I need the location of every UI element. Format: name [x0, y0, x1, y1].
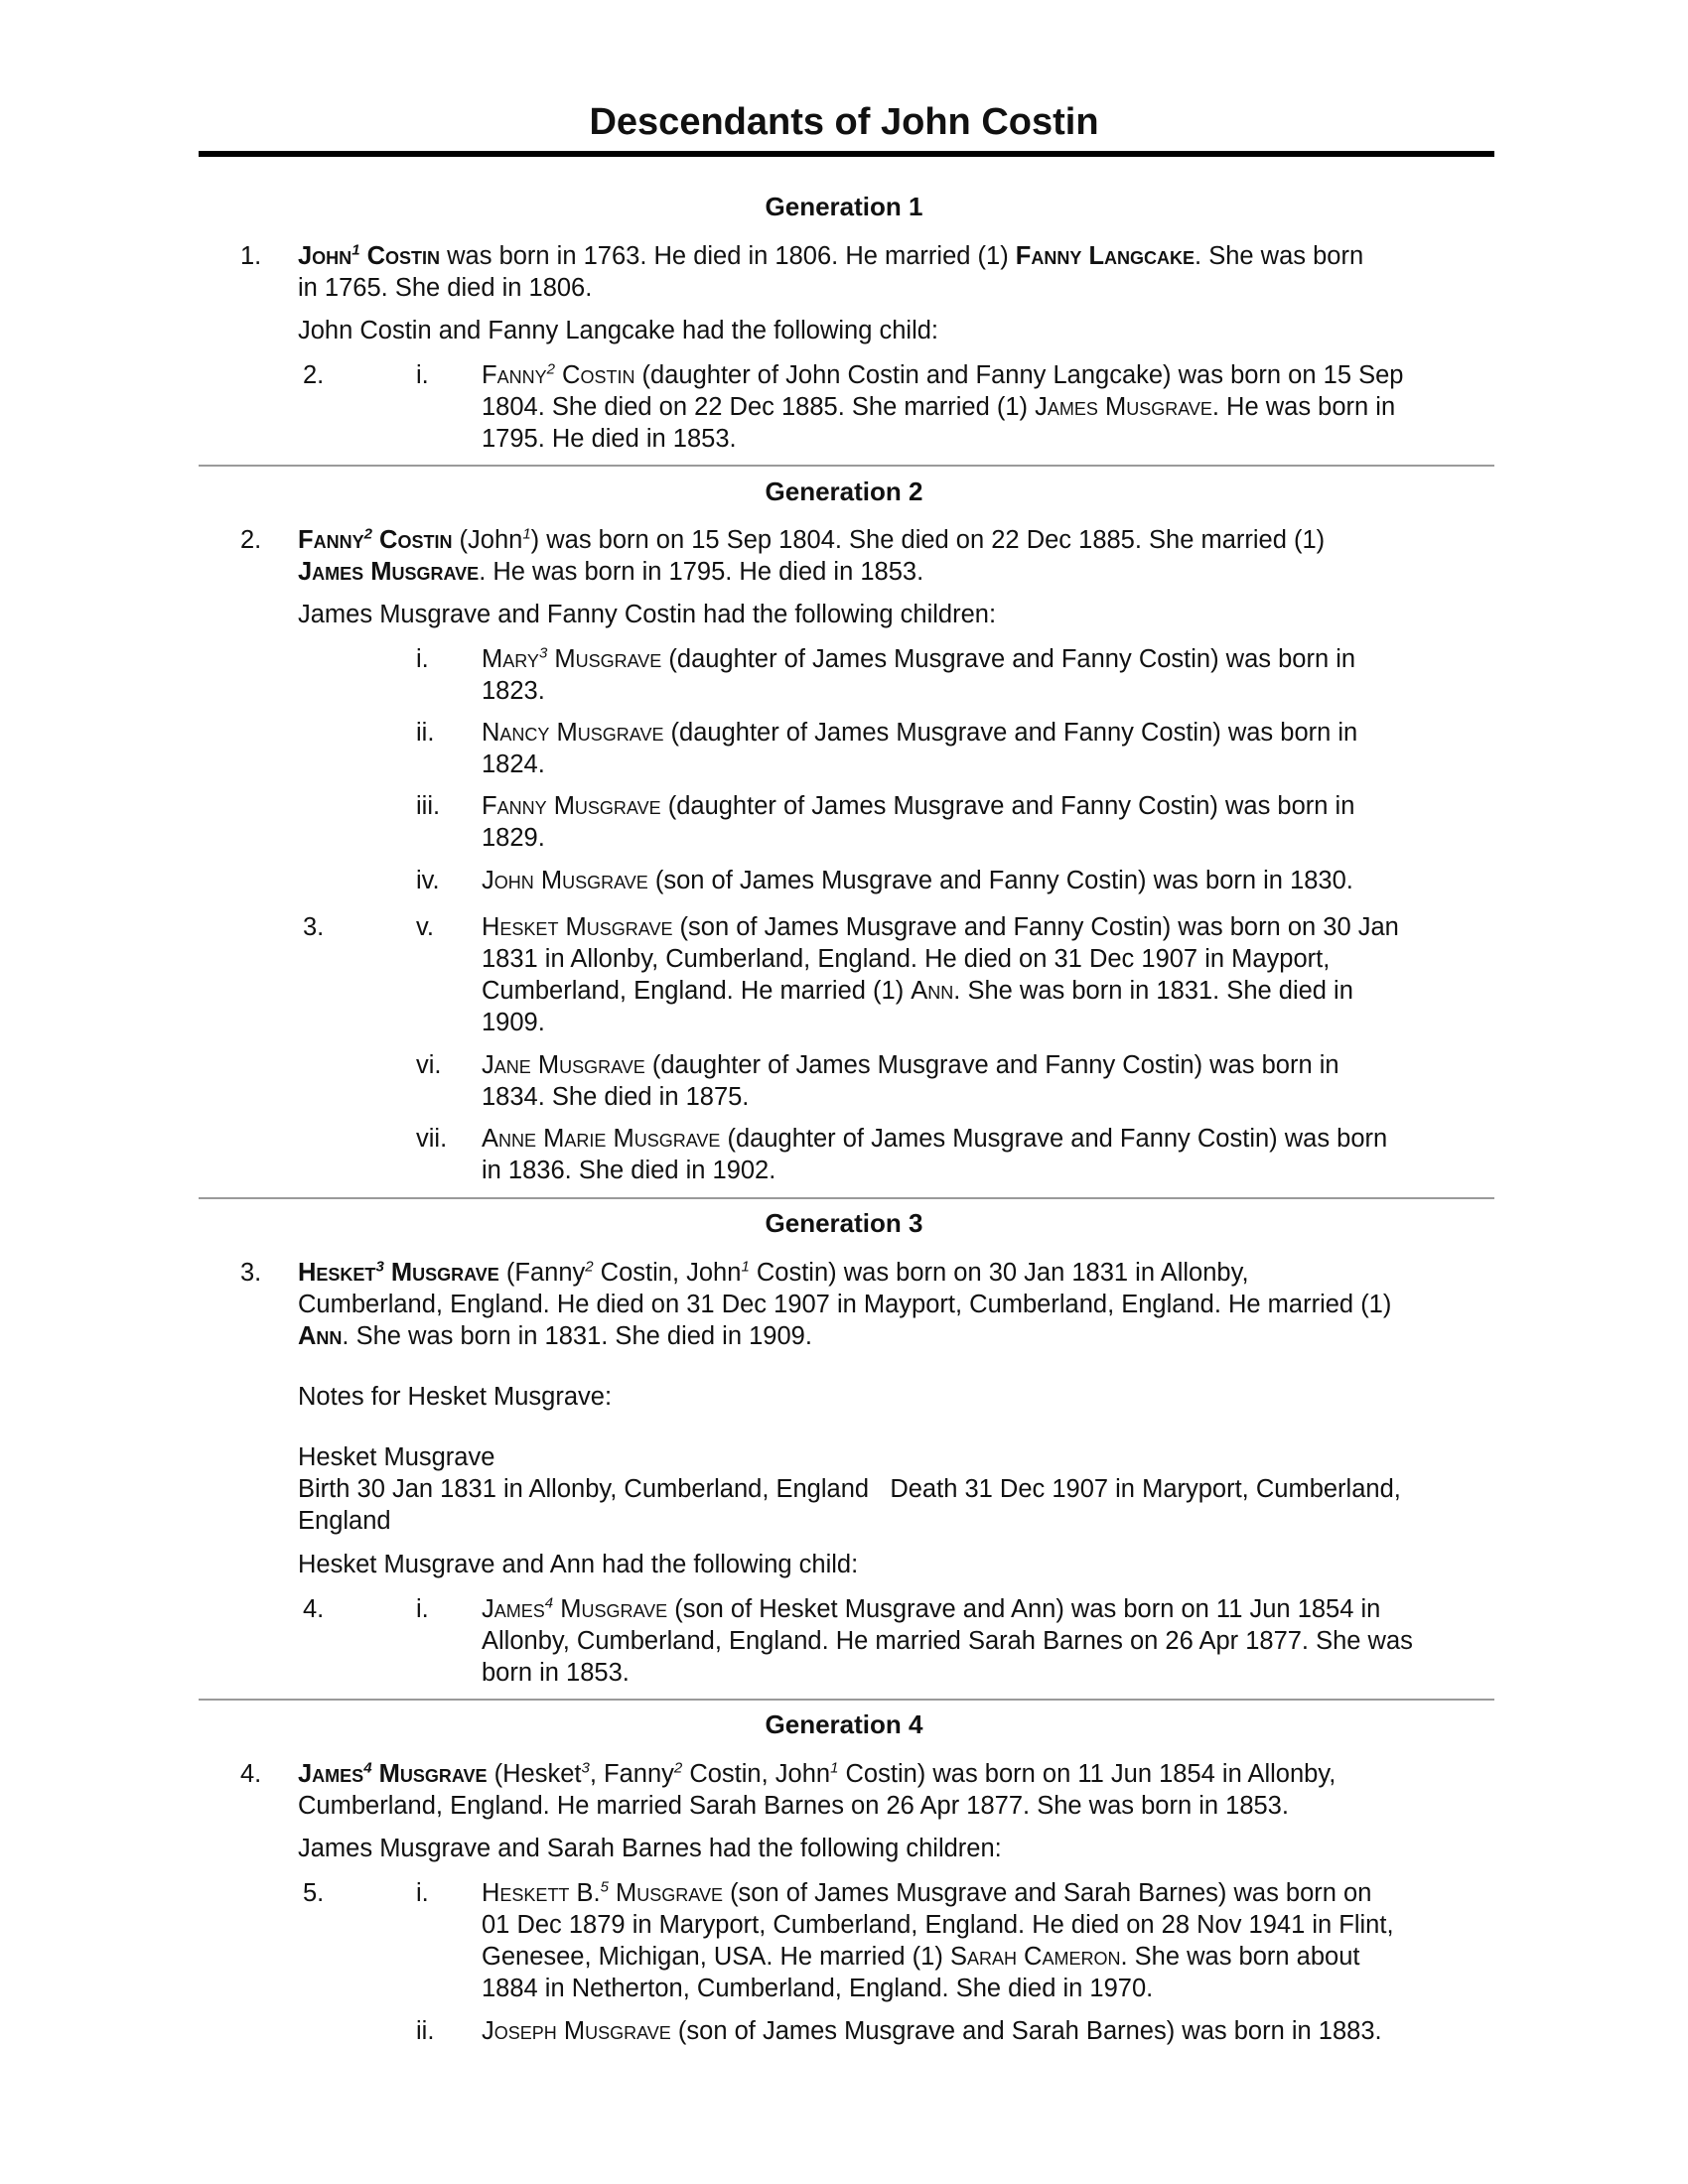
spouse-name: Sarah Cameron: [949, 1943, 1121, 1971]
entry-line: Cumberland, England. He died on 31 Dec 1907 in Mayport, Cumberland, England. He married (1): [298, 1291, 1392, 1318]
entry-line: Fanny$^2$ Costin (John$^1$) was born on 15 Sep 1804. She died on 22 Dec 1885. She married (1): [298, 525, 1326, 554]
child-line: 1884 in Netherton, Cumberland, England. She died in 1970.: [482, 1975, 1154, 2002]
children-intro: James Musgrave and Sarah Barnes had the following children:: [298, 1835, 1002, 1862]
child-roman: iii.: [416, 792, 441, 820]
entry-number: 3.: [240, 1259, 262, 1287]
child-line: Anne Marie Musgrave (daughter of James Musgrave and Fanny Costin) was born: [482, 1125, 1388, 1153]
child-name: Jane Musgrave: [482, 1051, 645, 1079]
child-name: Fanny Musgrave: [482, 792, 661, 820]
child-roman: vi.: [416, 1051, 442, 1079]
child-roman: i.: [416, 645, 429, 673]
page-title: Descendants of John Costin: [589, 101, 1099, 143]
child-line: James$^4$ Musgrave (son of Hesket Musgrave and Ann) was born on 11 Jun 1854 in: [482, 1594, 1381, 1623]
child-line: Fanny$^2$ Costin (daughter of John Costin and Fanny Langcake) was born on 15 Sep: [482, 360, 1404, 389]
child-line: 1909.: [482, 1009, 545, 1036]
generation-heading: Generation 2: [765, 477, 923, 506]
child-line: 1823.: [482, 677, 545, 705]
child-line: born in 1853.: [482, 1659, 630, 1687]
child-name: Fanny$^2$ Costin: [482, 360, 635, 389]
child-line: Allonby, Cumberland, England. He married Sarah Barnes on 26 Apr 1877. She was: [482, 1627, 1413, 1655]
title-rule: [199, 151, 1494, 157]
child-line: Mary$^3$ Musgrave (daughter of James Musgrave and Fanny Costin) was born in: [482, 644, 1356, 673]
entry-line: James Musgrave. He was born in 1795. He died in 1853.: [298, 558, 924, 586]
child-line: Joseph Musgrave (son of James Musgrave and Sarah Barnes) was born in 1883.: [482, 2017, 1382, 2045]
child-line: Hesket Musgrave (son of James Musgrave and Fanny Costin) was born on 30 Jan: [482, 913, 1399, 941]
entry-number: 4.: [240, 1760, 262, 1788]
children-intro: Hesket Musgrave and Ann had the following child:: [298, 1551, 859, 1578]
generation-heading: Generation 3: [765, 1208, 923, 1238]
child-ref: 2.: [303, 361, 325, 389]
generation-rule: [199, 1197, 1494, 1199]
spouse-name: Ann: [911, 977, 954, 1005]
children-intro: James Musgrave and Fanny Costin had the following children:: [298, 601, 997, 628]
entry-line: Hesket$^3$ Musgrave (Fanny$^2$ Costin, John$^1$ Costin) was born on 30 Jan 1831 in Allonby,: [298, 1258, 1249, 1287]
child-name: Nancy Musgrave: [482, 719, 664, 747]
entry-line: Cumberland, England. He married Sarah Barnes on 26 Apr 1877. She was born in 1853.: [298, 1792, 1289, 1820]
spouse-name: James Musgrave: [1035, 393, 1212, 421]
generation-rule: [199, 1699, 1494, 1701]
child-line: Heskett B.$^5$ Musgrave (son of James Musgrave and Sarah Barnes) was born on: [482, 1878, 1372, 1907]
person-name: Hesket$^3$ Musgrave: [298, 1258, 499, 1287]
child-line: 1795. He died in 1853.: [482, 425, 737, 453]
child-line: 1831 in Allonby, Cumberland, England. He died on 31 Dec 1907 in Mayport,: [482, 945, 1331, 973]
child-roman: i.: [416, 361, 429, 389]
child-name: James$^4$ Musgrave: [482, 1594, 668, 1623]
child-roman: ii.: [416, 2017, 435, 2045]
child-roman: v.: [416, 913, 434, 941]
child-name: Hesket Musgrave: [482, 913, 673, 941]
child-line: 1804. She died on 22 Dec 1885. She married (1) James Musgrave. He was born in: [482, 393, 1396, 421]
notes-line: England: [298, 1507, 391, 1535]
child-name: John Musgrave: [482, 867, 648, 894]
child-line: 1834. She died in 1875.: [482, 1083, 750, 1111]
entry-line: Ann. She was born in 1831. She died in 1909.: [298, 1322, 812, 1350]
child-roman: i.: [416, 1595, 429, 1623]
entry-line: John$^1$ Costin was born in 1763. He died in 1806. He married (1) Fanny Langcake. She was born: [298, 241, 1364, 270]
notes-line: Birth 30 Jan 1831 in Allonby, Cumberland, England Death 31 Dec 1907 in Maryport, Cumberland,: [298, 1475, 1401, 1503]
child-name: Anne Marie Musgrave: [482, 1125, 721, 1153]
spouse-name: Fanny Langcake: [1015, 242, 1196, 270]
entry-number: 2.: [240, 526, 262, 554]
child-line: 1824.: [482, 751, 545, 778]
child-roman: i.: [416, 1879, 429, 1907]
child-line: Genesee, Michigan, USA. He married (1) Sarah Cameron. She was born about: [482, 1943, 1360, 1971]
child-line: 1829.: [482, 824, 545, 852]
child-ref: 5.: [303, 1879, 325, 1907]
spouse-name: Ann: [298, 1322, 343, 1350]
child-name: Heskett B.$^5$ Musgrave: [482, 1878, 723, 1907]
person-name: Fanny$^2$ Costin: [298, 525, 453, 554]
entry-line: James$^4$ Musgrave (Hesket$^3$, Fanny$^2$ Costin, John$^1$ Costin) was born on 11 Jun 1854 in Allonby,: [298, 1759, 1336, 1788]
child-name: Joseph Musgrave: [482, 2017, 671, 2045]
spouse-name: James Musgrave: [298, 558, 480, 586]
child-line: Fanny Musgrave (daughter of James Musgrave and Fanny Costin) was born in: [482, 792, 1355, 820]
child-line: Nancy Musgrave (daughter of James Musgrave and Fanny Costin) was born in: [482, 719, 1358, 747]
child-roman: ii.: [416, 719, 435, 747]
person-name: John$^1$ Costin: [298, 241, 441, 270]
notes-title: Notes for Hesket Musgrave:: [298, 1383, 613, 1411]
generation-rule: [199, 465, 1494, 467]
generation-heading: Generation 4: [765, 1709, 923, 1739]
person-name: James$^4$ Musgrave: [298, 1759, 488, 1788]
child-line: John Musgrave (son of James Musgrave and Fanny Costin) was born in 1830.: [482, 867, 1353, 894]
child-line: in 1836. She died in 1902.: [482, 1157, 776, 1184]
child-line: 01 Dec 1879 in Maryport, Cumberland, England. He died on 28 Nov 1941 in Flint,: [482, 1911, 1394, 1939]
child-roman: iv.: [416, 867, 440, 894]
child-line: Cumberland, England. He married (1) Ann. She was born in 1831. She died in: [482, 977, 1353, 1005]
child-name: Mary$^3$ Musgrave: [482, 644, 662, 673]
child-line: Jane Musgrave (daughter of James Musgrave and Fanny Costin) was born in: [482, 1051, 1339, 1079]
child-ref: 3.: [303, 913, 325, 941]
child-ref: 4.: [303, 1595, 325, 1623]
generation-heading: Generation 1: [765, 192, 923, 221]
entry-line: in 1765. She died in 1806.: [298, 274, 593, 302]
children-intro: John Costin and Fanny Langcake had the following child:: [298, 317, 939, 344]
child-roman: vii.: [416, 1125, 448, 1153]
notes-line: Hesket Musgrave: [298, 1443, 495, 1471]
entry-number: 1.: [240, 242, 262, 270]
